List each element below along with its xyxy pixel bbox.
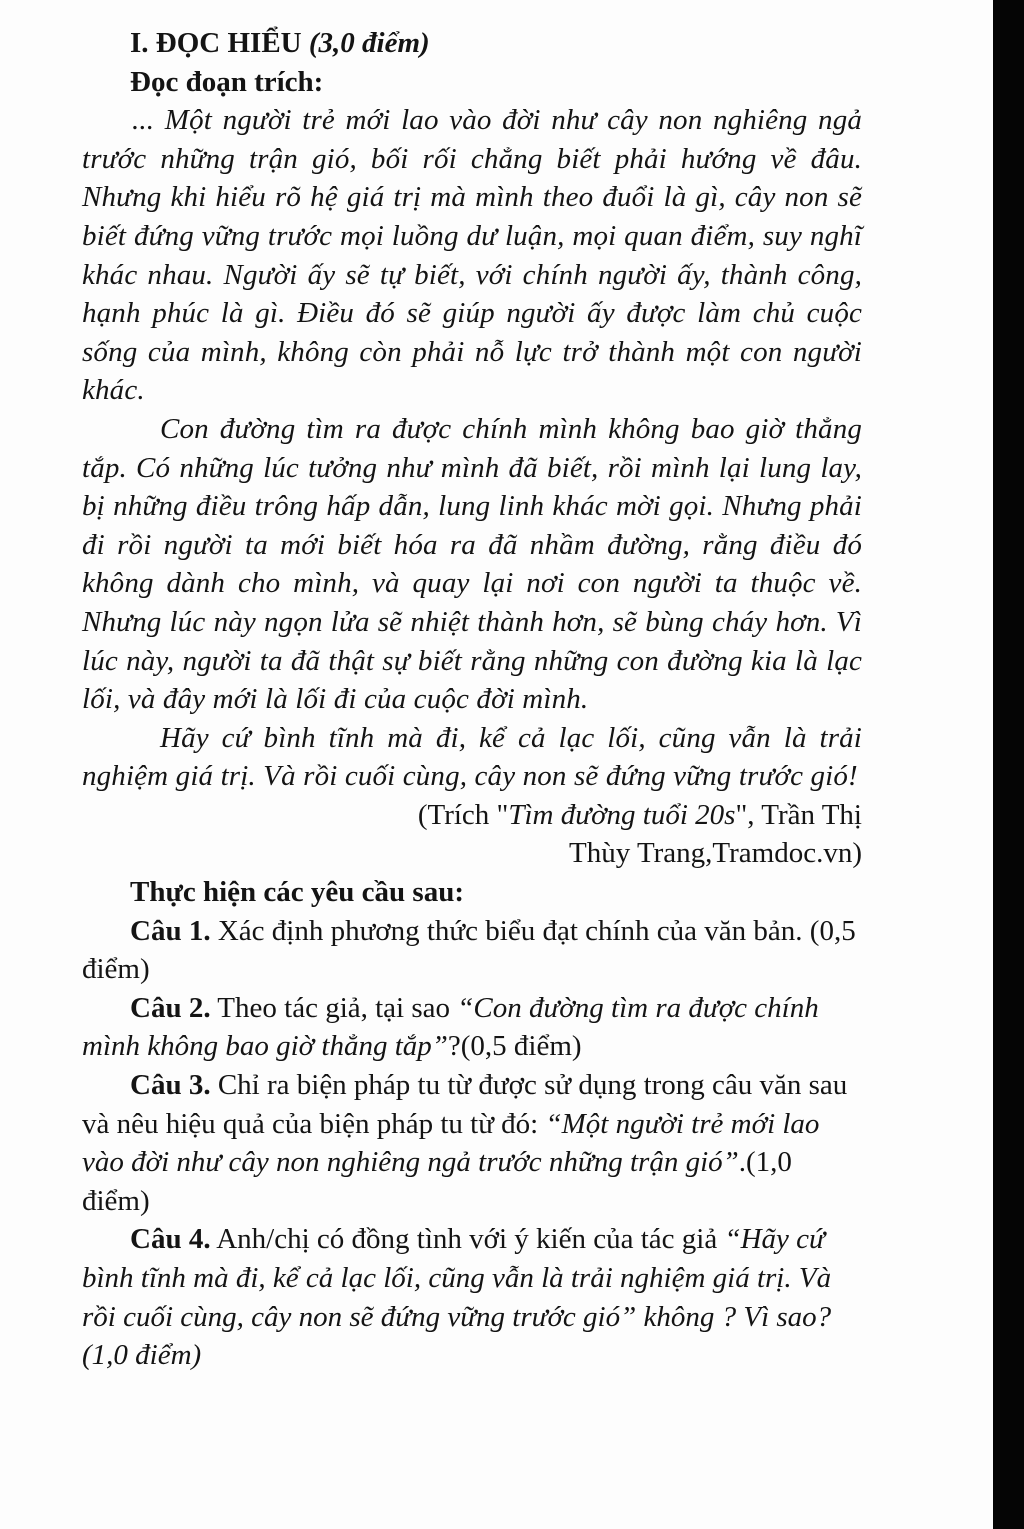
read-label: Đọc đoạn trích:: [130, 65, 324, 98]
question-3-quote: “Một người trẻ mới lao vào đời như cây non nghiêng ngả trước những trận gió”: [82, 1107, 820, 1179]
question-4-points: (1,0 điểm): [82, 1339, 202, 1372]
source-citation: [82, 796, 862, 873]
question-2-label: Câu 2.: [130, 991, 211, 1024]
section-number: I. ĐỌC HIỂU: [130, 27, 302, 59]
source-suffix: ", Trần Thị: [735, 798, 862, 831]
passage-paragraph-1: ... Một người trẻ mới lao vào đời như cây non nghiêng ngả trước những trận gió, bối rối chẳng biết phải hướng về đâu. Nhưng khi hiểu rõ hệ giá trị mà mình theo đuổi là gì, cây non sẽ biết đứng vững trước mọi luồng dư luận, mọi quan điểm, suy nghĩ khác nhau. Người ấy sẽ tự biết, với chính người ấy, thành công, hạnh phúc là gì. Điều đó sẽ giúp người ấy được làm chủ cuộc sống của mình, không còn phải nỗ lực trở thành một con người khác.: [82, 104, 862, 407]
question-4-quote: “Hãy cứ bình tĩnh mà đi, kể cả lạc lối, cũng vẫn là trải nghiệm giá trị. Và rồi cuối cùng, cây non sẽ đứng vững trước gió” không ? Vì sao?: [82, 1223, 832, 1333]
question-3-label: Câu 3.: [130, 1069, 211, 1102]
task-title: Thực hiện các yêu cầu sau:: [130, 876, 464, 909]
document-content: [82, 24, 862, 1375]
passage-paragraph-2: Con đường tìm ra được chính mình không bao giờ thẳng tắp. Có những lúc tưởng như mình đã biết, rồi mình lại lung lay, bị những điều trông hấp dẫn, lung linh khác mời gọi. Nhưng phải đi rồi người ta mới biết hóa ra đã nhầm đường, rằng điều đó không dành cho mình, và quay lại nơi con người ta thuộc về. Nhưng lúc này ngọn lửa sẽ nhiệt thành hơn, sẽ bùng cháy hơn. Vì lúc này, người ta đã thật sự biết rằng những con đường kia là lạc lối, và đây mới là lối đi của cuộc đời mình.: [82, 412, 862, 716]
source-title: Tìm đường tuổi 20s: [508, 798, 736, 831]
question-3-points: .(1,0 điểm): [82, 1146, 792, 1217]
question-2: [82, 989, 862, 1066]
question-4: [82, 1220, 862, 1374]
passage-paragraph-3: Hãy cứ bình tĩnh mà đi, kể cả lạc lối, cũng vẫn là trải nghiệm giá trị. Và rồi cuối cùng, cây non sẽ đứng vững trước gió!: [82, 721, 862, 793]
question-3: [82, 1066, 862, 1220]
section-points: (3,0 điểm): [308, 27, 430, 59]
question-1: [82, 912, 862, 989]
question-2-text: Theo tác giả, tại sao: [210, 991, 458, 1024]
photo-dark-edge: [993, 0, 1024, 1529]
question-2-points: ?(0,5 điểm): [447, 1030, 582, 1063]
section-heading: [82, 24, 862, 63]
question-4-text: Anh/chị có đồng tình với ý kiến của tác giả: [210, 1223, 725, 1256]
source-line-2: Thùy Trang,Tramdoc.vn): [569, 837, 862, 870]
question-3-text: Chỉ ra biện pháp tu từ được sử dụng trong câu văn sau và nêu hiệu quả của biện pháp tu từ đó:: [82, 1069, 848, 1140]
question-4-label: Câu 4.: [130, 1223, 211, 1256]
question-2-quote: “Con đường tìm ra được chính mình không bao giờ thẳng tắp”: [82, 991, 819, 1063]
question-list: [82, 912, 862, 1375]
question-1-text: Xác định phương thức biểu đạt chính của văn bản. (0,5 điểm): [82, 914, 856, 986]
question-1-label: Câu 1.: [130, 914, 211, 947]
source-prefix: (Trích ": [417, 798, 509, 831]
